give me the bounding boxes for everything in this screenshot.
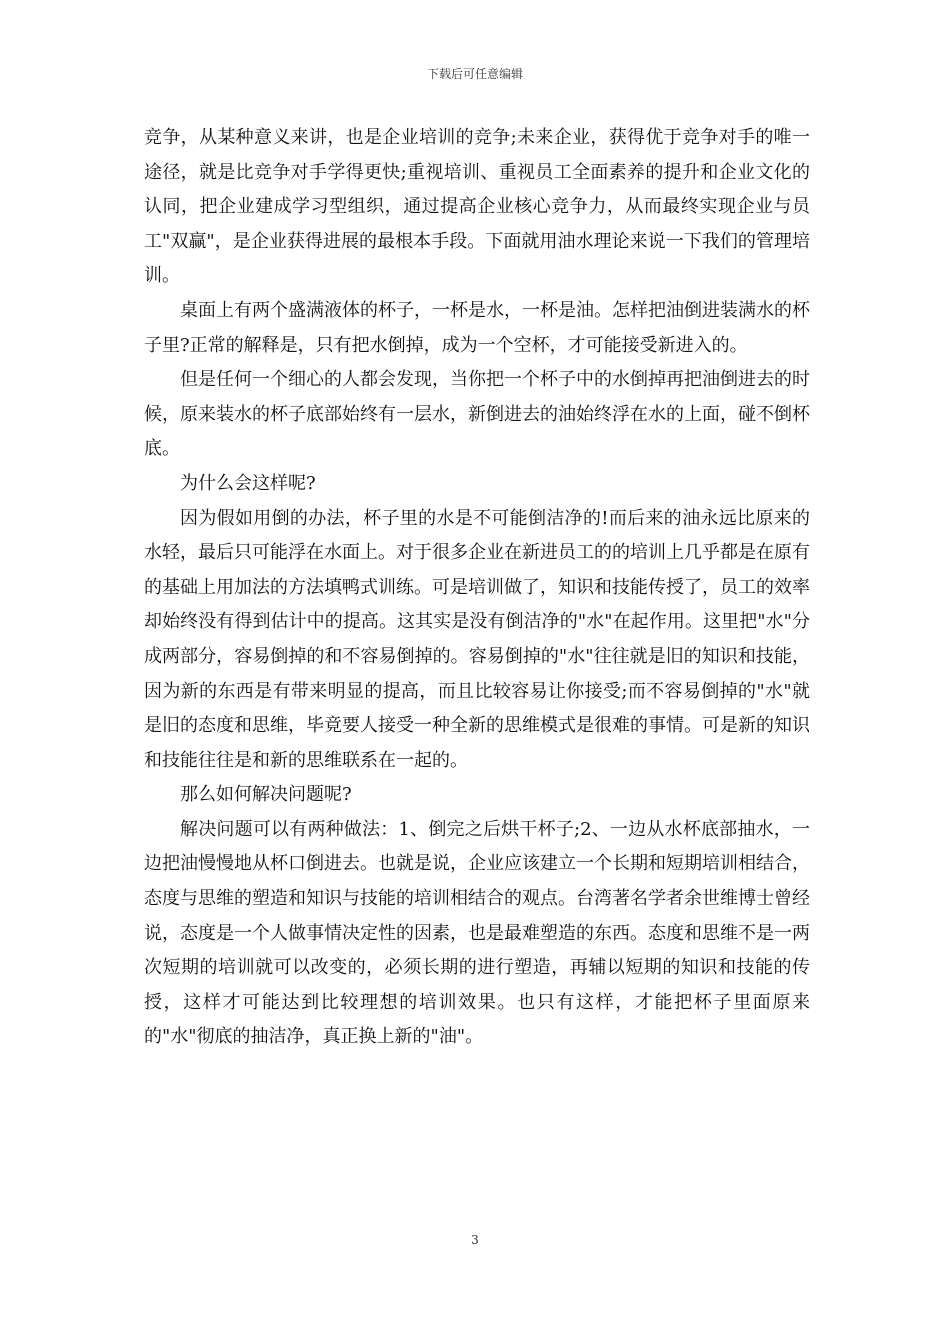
- paragraph: 因为假如用倒的办法，杯子里的水是不可能倒洁净的!而后来的油永远比原来的水轻，最后只可能浮在水面上。对于很多企业在新进员工的的培训上几乎都是在原有的基础上用加法的方法填鸭式训练。可是培训做了，知识和技能传授了，员工的效率却始终没有得到估计中的提高。这其实是没有倒洁净的"水"在起作用。这里把"水"分成两部分，容易倒掉的和不容易倒掉的。容易倒掉的"水"往往就是旧的知识和技能，因为新的东西是有带来明显的提高，而且比较容易让你接受;而不容易倒掉的"水"就是旧的态度和思维，毕竟要人接受一种全新的思维模式是很难的事情。可是新的知识和技能往往是和新的思维联系在一起的。: [144, 507, 810, 771]
- paragraph: 桌面上有两个盛满液体的杯子，一杯是水，一杯是油。怎样把油倒进装满水的杯子里?正常的解释是，只有把水倒掉，成为一个空杯，才可能接受新进入的。: [144, 299, 810, 356]
- page-header: 下载后可任意编辑: [426, 67, 523, 81]
- paragraph: 竞争，从某种意义来讲，也是企业培训的竞争;未来企业，获得优于竞争对手的唯一途径，就是比竞争对手学得更快;重视培训、重视员工全面素养的提升和企业文化的认同，把企业建成学习型组织，通过提高企业核心竞争力，从而最终实现企业与员工"双赢"，是企业获得进展的最根本手段。下面就用油水理论来说一下我们的管理培训。: [144, 127, 810, 287]
- paragraph: 为什么会这样呢?: [180, 472, 316, 494]
- page-number: 3: [471, 1233, 479, 1247]
- body-text: [144, 121, 810, 1055]
- paragraph: 解决问题可以有两种做法：1、倒完之后烘干杯子;2、一边从水杯底部抽水，一边把油慢慢地从杯口倒进去。也就是说，企业应该建立一个长期和短期培训相结合，态度与思维的塑造和知识与技能的培训相结合的观点。台湾著名学者余世维博士曾经说，态度是一个人做事情决定性的因素，也是最难塑造的东西。态度和思维不是一两次短期的培训就可以改变的，必须长期的进行塑造，再辅以短期的知识和技能的传授，这样才可能达到比较理想的培训效果。也只有这样，才能把杯子里面原来的"水"彻底的抽洁净，真正换上新的"油"。: [144, 818, 810, 1048]
- paragraph: 那么如何解决问题呢?: [180, 784, 352, 806]
- paragraph: 但是任何一个细心的人都会发现，当你把一个杯子中的水倒掉再把油倒进去的时候，原来装水的杯子底部始终有一层水，新倒进去的油始终浮在水的上面，碰不倒杯底。: [144, 369, 810, 460]
